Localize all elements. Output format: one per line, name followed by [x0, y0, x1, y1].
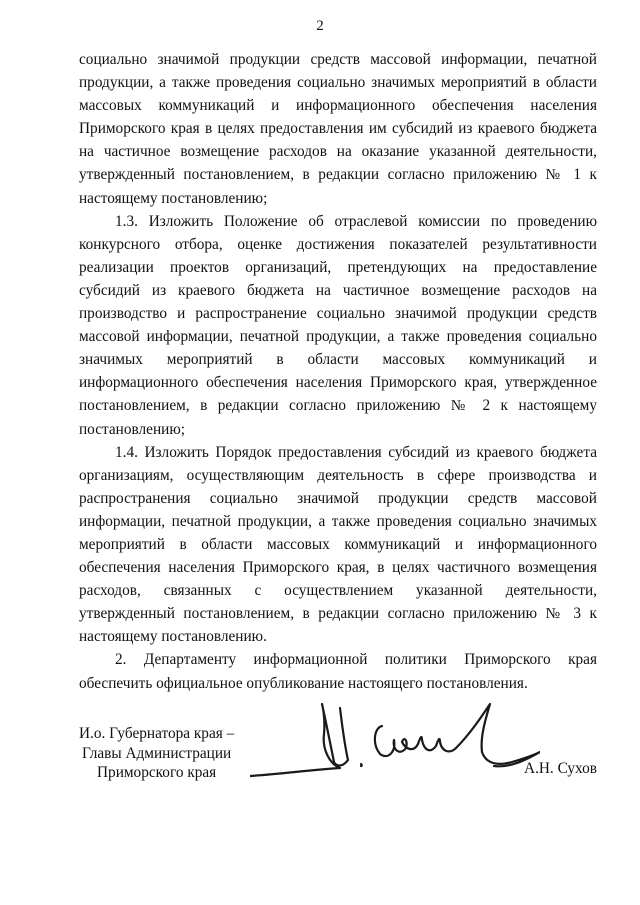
page-number: 2 [316, 18, 324, 34]
signature-stroke-4 [456, 704, 540, 766]
paragraph-item-1-3: 1.3. Изложить Положение об отраслевой комиссии по проведению конкурсного отбора, оценке достижения показателей результативности реализации проектов организаций, претендующих на предоставление субсидий из краевого бюджета на частичное возмещение расходов на производство и распространение социально значимой продукции средств массовой информации, печатной продукции, а также проведения социально значимых мероприятий в области массовых коммуникаций и информационного обеспечения населения Приморского края, утвержденное постановлением, в редакции согласно приложению № 2 к настоящему постановлению; [79, 212, 597, 438]
signatory-title [79, 724, 234, 783]
signatory-title-line-3: Приморского края [97, 764, 217, 781]
handwritten-signature [250, 694, 540, 794]
document-body [79, 48, 597, 695]
signature-stroke-1 [250, 704, 348, 776]
signature-stroke-3 [375, 726, 456, 756]
signatory-title-line-1: И.о. Губернатора края – [79, 725, 235, 742]
signatory-name: А.Н. Сухов [524, 760, 597, 777]
paragraph-item-1-4: 1.4. Изложить Порядок предоставления субсидий из краевого бюджета организациям, осуществляющим деятельность в сфере производства и распространения социально значимой продукции средств массовой информации, печатной продукции, а также проведения социально значимых мероприятий в области массовых коммуникаций и информационного обеспечения населения Приморского края, в целях частичного возмещения расходов, связанных с осуществлением указанной деятельности, утвержденный постановлением, в редакции согласно приложению № 3 к настоящему постановлению. [79, 443, 597, 646]
signature-stroke-2 [361, 764, 362, 766]
signatory-title-line-2: Главы Администрации [82, 744, 232, 762]
paragraph-item-2: 2. Департаменту информационной политики Приморского края обеспечить официальное опубликование настоящего постановления. [79, 651, 597, 692]
paragraph-continuation: социально значимой продукции средств массовой информации, печатной продукции, а также проведения социально значимых мероприятий в области массовых коммуникаций и информационного обеспечения населения Приморского края в целях предоставления им субсидий из краевого бюджета на частичное возмещение расходов на оказание указанной деятельности, утвержденный постановлением, в редакции согласно приложению № 1 к настоящему постановлению; [79, 51, 597, 207]
